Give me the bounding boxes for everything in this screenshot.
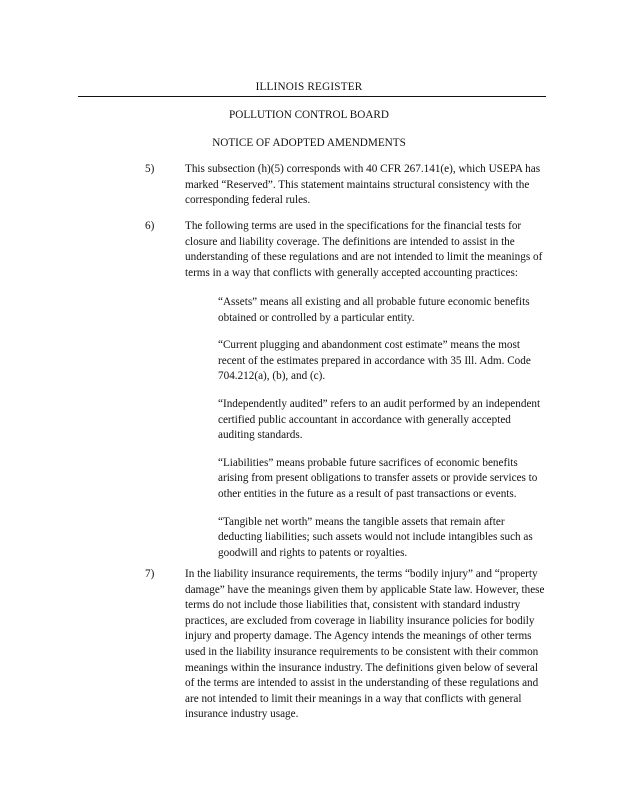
- definition-tangible-net-worth: “Tangible net worth” means the tangible assets that remain after deducting liabilities; such assets would not include intangibles such as goodwill and rights to patents or royalties.: [218, 515, 533, 559]
- paragraph-text: In the liability insurance requirements, the terms “bodily injury” and “property damage” have the meanings given them by applicable State law. However, these terms do not include those liabilities that, consistent with standard industry practices, are excluded from coverage in liability insurance policies for bodily injury and property damage. The Agency intends the meanings of other terms used in the liability insurance requirements to be consistent with their common meanings within the insurance industry. The definitions given below of several of the terms are intended to assist in the understanding of these regulations and are not intended to limit their meanings in a way that conflicts with general insurance industry usage.: [185, 568, 545, 721]
- notice-title: NOTICE OF ADOPTED AMENDMENTS: [212, 137, 406, 149]
- definition-assets: “Assets” means all existing and all probable future economic benefits obtained or controlled by a particular entity.: [218, 296, 530, 324]
- paragraph-5: [145, 162, 545, 209]
- paragraph-number: 6): [145, 220, 155, 232]
- paragraph-text: This subsection (h)(5) corresponds with 40 CFR 267.141(e), which USEPA has marked “Reserved”. This statement maintains structural consistency with the corresponding federal rules.: [185, 163, 541, 207]
- board-name: POLLUTION CONTROL BOARD: [229, 109, 389, 121]
- paragraph-7: [145, 567, 545, 723]
- definitions-list: [218, 295, 548, 573]
- paragraph-6: [145, 219, 545, 281]
- paragraph-number: 5): [145, 163, 155, 175]
- definition-liabilities: “Liabilities” means probable future sacrifices of economic benefits arising from present obligations to transfer assets or provide services to other entities in the future as a result of past transactions or events.: [218, 456, 538, 500]
- register-title: ILLINOIS REGISTER: [255, 81, 363, 93]
- header-rule: [78, 96, 546, 97]
- definition-plugging-cost: “Current plugging and abandonment cost estimate” means the most recent of the estimates prepared in accordance with 35 Ill. Adm. Code 704.212(a), (b), and (c).: [218, 339, 531, 383]
- paragraph-text: The following terms are used in the specifications for the financial tests for closure and liability coverage. The definitions are intended to assist in the understanding of these regulations and are not intended to limit the meanings of terms in a way that conflicts with generally accepted accounting practices:: [185, 220, 543, 279]
- definition-independently-audited: “Independently audited” refers to an audit performed by an independent certified public accountant in accordance with generally accepted auditing standards.: [218, 397, 541, 442]
- paragraph-number: 7): [145, 568, 155, 580]
